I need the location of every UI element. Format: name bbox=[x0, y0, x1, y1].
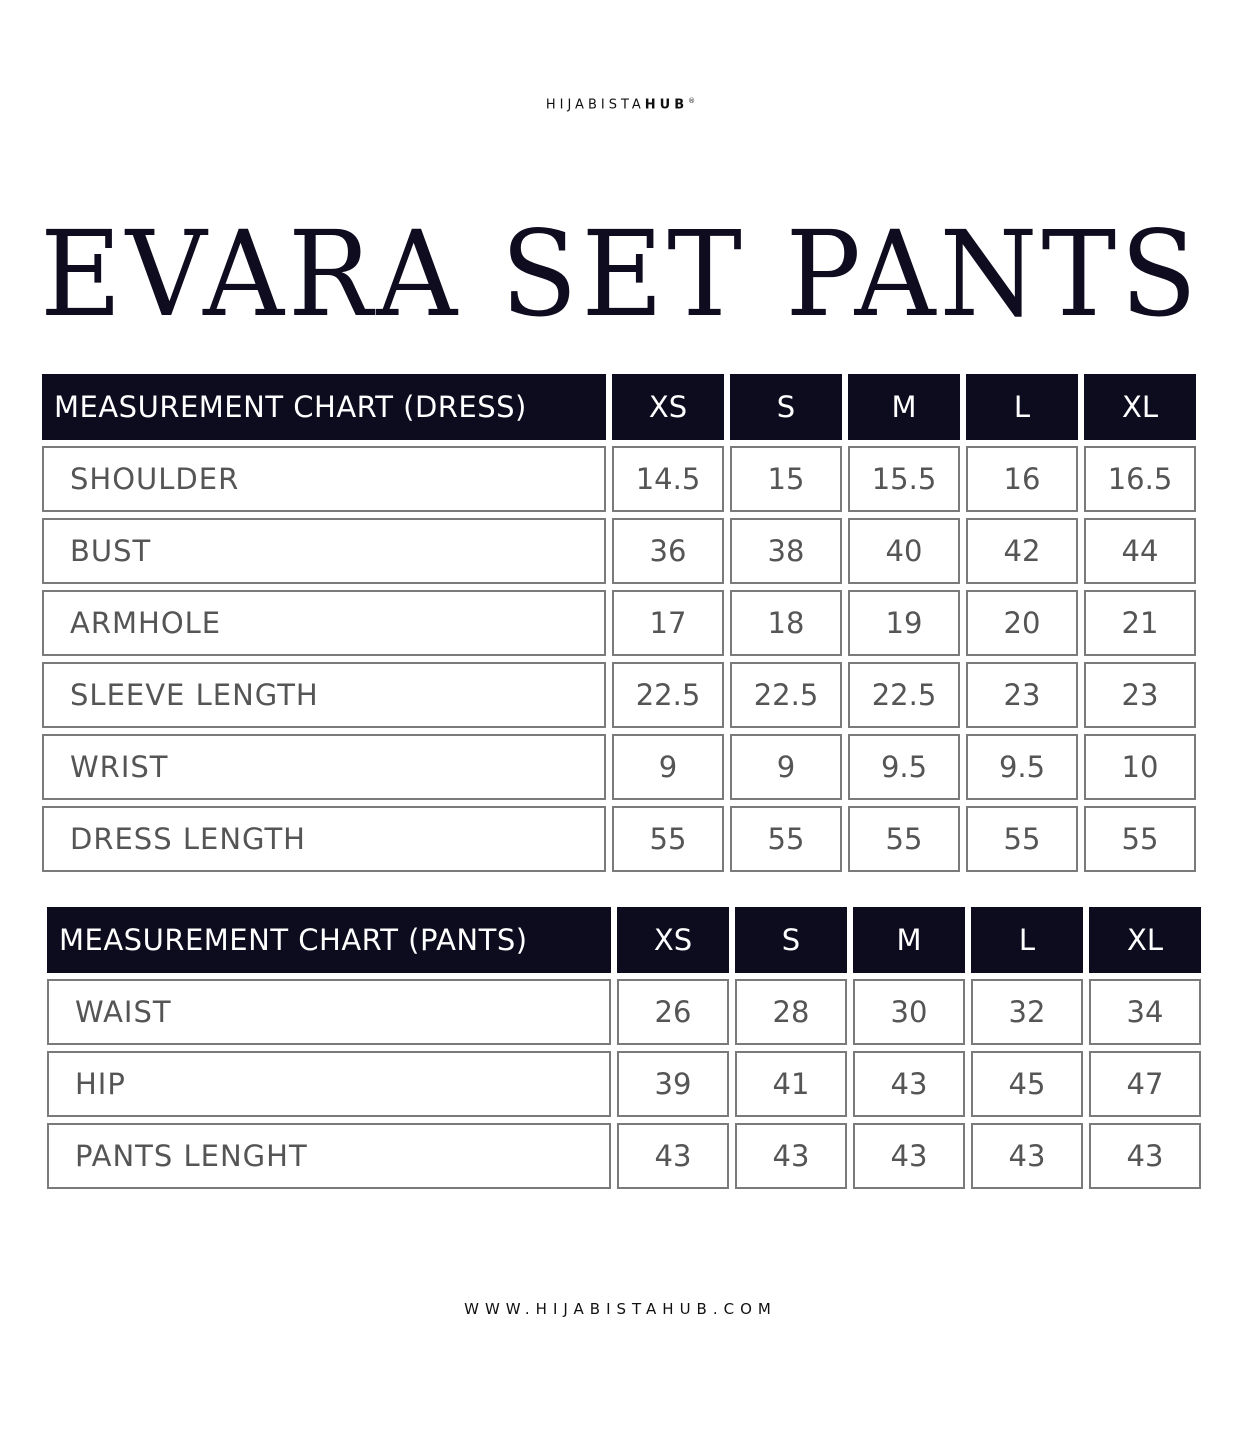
brand-name-bold: HUB bbox=[644, 97, 689, 113]
brand-logo bbox=[0, 97, 1241, 112]
row-value: 23 bbox=[966, 662, 1078, 728]
row-value: 55 bbox=[730, 806, 842, 872]
row-value: 41 bbox=[735, 1051, 847, 1117]
row-value: 14.5 bbox=[612, 446, 724, 512]
table-row bbox=[47, 1051, 1207, 1117]
row-label: SLEEVE LENGTH bbox=[42, 662, 606, 728]
dress-measurement-table bbox=[42, 374, 1202, 878]
row-value: 47 bbox=[1089, 1051, 1201, 1117]
row-value: 15.5 bbox=[848, 446, 960, 512]
row-value: 28 bbox=[735, 979, 847, 1045]
page-title: EVARA SET PANTS bbox=[40, 206, 1201, 344]
table-row bbox=[42, 734, 1202, 800]
website-link[interactable]: WWW.HIJABISTAHUB.COM bbox=[464, 1300, 777, 1318]
row-value: 22.5 bbox=[612, 662, 724, 728]
table-row bbox=[42, 590, 1202, 656]
size-header-s: S bbox=[735, 907, 847, 973]
size-header-l: L bbox=[971, 907, 1083, 973]
table-header-row bbox=[47, 907, 1207, 973]
row-value: 17 bbox=[612, 590, 724, 656]
table-row bbox=[42, 518, 1202, 584]
row-value: 36 bbox=[612, 518, 724, 584]
size-header-l: L bbox=[966, 374, 1078, 440]
row-value: 16.5 bbox=[1084, 446, 1196, 512]
row-value: 9.5 bbox=[966, 734, 1078, 800]
row-value: 43 bbox=[735, 1123, 847, 1189]
row-value: 30 bbox=[853, 979, 965, 1045]
size-header-xl: XL bbox=[1089, 907, 1201, 973]
row-label: WAIST bbox=[47, 979, 611, 1045]
row-value: 39 bbox=[617, 1051, 729, 1117]
size-header-m: M bbox=[848, 374, 960, 440]
row-value: 9 bbox=[730, 734, 842, 800]
table-row bbox=[47, 1123, 1207, 1189]
row-value: 42 bbox=[966, 518, 1078, 584]
row-value: 19 bbox=[848, 590, 960, 656]
row-value: 16 bbox=[966, 446, 1078, 512]
row-label: HIP bbox=[47, 1051, 611, 1117]
row-value: 55 bbox=[612, 806, 724, 872]
row-value: 22.5 bbox=[730, 662, 842, 728]
row-label: DRESS LENGTH bbox=[42, 806, 606, 872]
size-header-m: M bbox=[853, 907, 965, 973]
row-label: BUST bbox=[42, 518, 606, 584]
pants-measurement-table bbox=[47, 907, 1207, 1195]
size-header-s: S bbox=[730, 374, 842, 440]
brand-name-light: HIJABISTA bbox=[545, 97, 645, 113]
row-value: 55 bbox=[848, 806, 960, 872]
row-value: 34 bbox=[1089, 979, 1201, 1045]
table-row bbox=[47, 979, 1207, 1045]
row-value: 40 bbox=[848, 518, 960, 584]
size-header-xl: XL bbox=[1084, 374, 1196, 440]
row-value: 9.5 bbox=[848, 734, 960, 800]
row-label: SHOULDER bbox=[42, 446, 606, 512]
row-value: 43 bbox=[853, 1051, 965, 1117]
row-label: ARMHOLE bbox=[42, 590, 606, 656]
size-header-xs: XS bbox=[617, 907, 729, 973]
row-value: 32 bbox=[971, 979, 1083, 1045]
table-row bbox=[42, 662, 1202, 728]
row-value: 55 bbox=[966, 806, 1078, 872]
row-value: 44 bbox=[1084, 518, 1196, 584]
row-value: 38 bbox=[730, 518, 842, 584]
row-value: 55 bbox=[1084, 806, 1196, 872]
table-header-label: MEASUREMENT CHART (PANTS) bbox=[47, 907, 611, 973]
row-value: 10 bbox=[1084, 734, 1196, 800]
table-row bbox=[42, 806, 1202, 872]
row-value: 43 bbox=[971, 1123, 1083, 1189]
row-value: 15 bbox=[730, 446, 842, 512]
row-value: 23 bbox=[1084, 662, 1196, 728]
row-value: 9 bbox=[612, 734, 724, 800]
row-value: 43 bbox=[1089, 1123, 1201, 1189]
registered-mark: ® bbox=[688, 97, 696, 105]
table-row bbox=[42, 446, 1202, 512]
table-header-label: MEASUREMENT CHART (DRESS) bbox=[42, 374, 606, 440]
table-header-row bbox=[42, 374, 1202, 440]
row-value: 45 bbox=[971, 1051, 1083, 1117]
row-value: 20 bbox=[966, 590, 1078, 656]
row-value: 22.5 bbox=[848, 662, 960, 728]
size-header-xs: XS bbox=[612, 374, 724, 440]
row-label: PANTS LENGHT bbox=[47, 1123, 611, 1189]
row-value: 18 bbox=[730, 590, 842, 656]
row-value: 43 bbox=[853, 1123, 965, 1189]
row-label: WRIST bbox=[42, 734, 606, 800]
row-value: 43 bbox=[617, 1123, 729, 1189]
row-value: 26 bbox=[617, 979, 729, 1045]
row-value: 21 bbox=[1084, 590, 1196, 656]
